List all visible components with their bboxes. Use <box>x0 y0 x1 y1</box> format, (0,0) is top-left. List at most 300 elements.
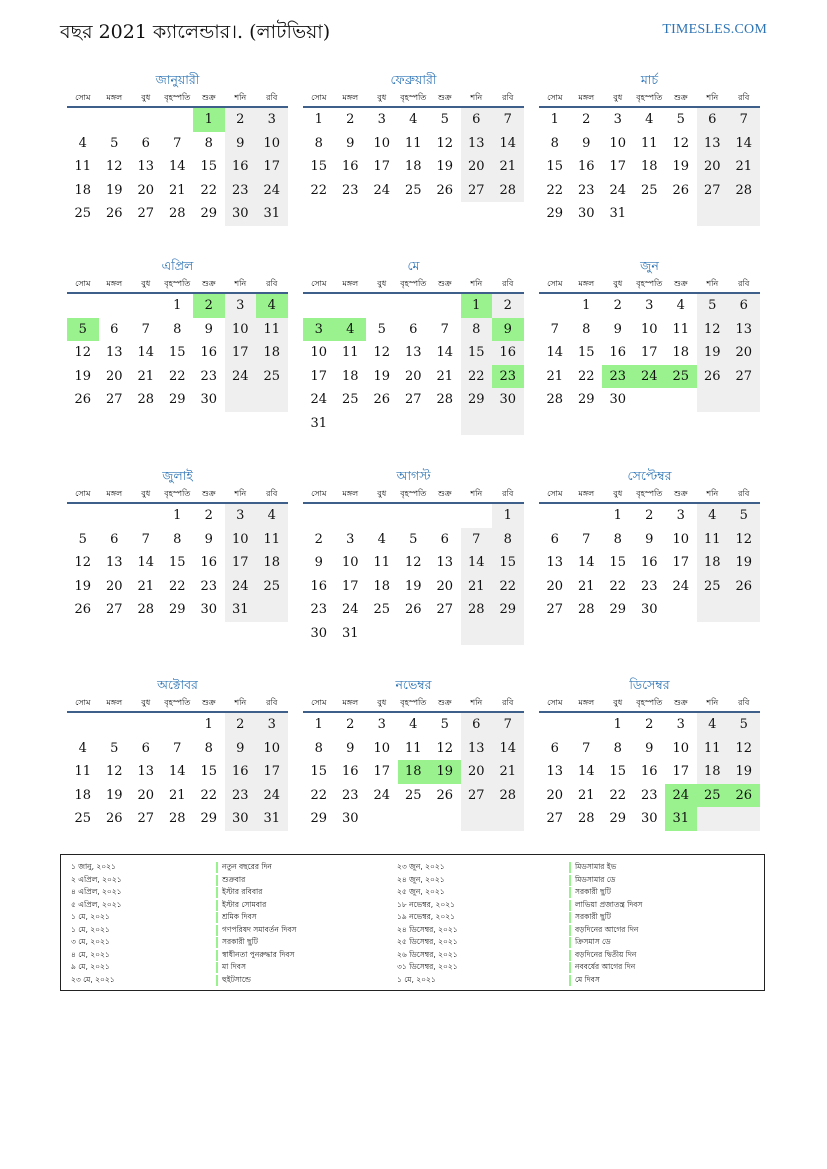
week-row <box>303 179 524 203</box>
legend-date: ১৮ নভেম্বর, ২০২১ <box>397 899 456 909</box>
day-cell: 29 <box>200 206 218 221</box>
day-cell: 17 <box>341 578 359 594</box>
day-cell: 2 <box>645 717 654 732</box>
week-row <box>539 341 760 365</box>
day-cell: 24 <box>665 784 697 808</box>
day-cell: 12 <box>74 345 92 360</box>
day-cell: 2 <box>225 108 257 132</box>
day-cell: 16 <box>200 345 218 360</box>
weekday-label: বৃহস্পতি <box>400 489 427 498</box>
site-link[interactable]: TIMESLES.COM <box>662 22 767 37</box>
day-cell: 8 <box>461 318 493 342</box>
legend-holiday-name: ইস্টার রবিবার <box>216 886 296 899</box>
month-name: ডিসেম্বর <box>629 677 670 692</box>
day-cell: 1 <box>173 298 182 313</box>
day-cell: 13 <box>546 764 564 779</box>
legend-name-column <box>216 861 296 986</box>
empty-cell <box>461 807 493 831</box>
empty-cell <box>303 294 335 318</box>
day-cell: 15 <box>461 341 493 365</box>
week-row <box>303 551 524 575</box>
weekday-label: বুধ <box>613 489 623 498</box>
weekday-label: বুধ <box>377 93 387 102</box>
weekday-label: সোম <box>75 698 91 707</box>
day-cell: 23 <box>225 784 257 808</box>
day-cell: 5 <box>728 713 760 737</box>
weekday-label: বুধ <box>141 698 151 707</box>
day-cell: 18 <box>398 760 430 784</box>
page-title: বছর 2021 ক্যালেন্ডার।. (লাটভিয়া) <box>60 21 331 43</box>
month-name: এপ্রিল <box>161 258 194 273</box>
day-cell: 12 <box>105 159 123 174</box>
weekday-label: শনি <box>234 93 247 102</box>
weekday-label: বৃহস্পতি <box>636 698 663 707</box>
legend-date: ৪ এপ্রিল, ২০২১ <box>71 887 122 896</box>
day-cell: 9 <box>582 135 591 151</box>
day-cell: 23 <box>225 179 257 203</box>
empty-cell <box>634 388 666 412</box>
empty-cell <box>492 412 524 436</box>
day-cell: 8 <box>173 531 182 547</box>
weekday-header <box>539 90 760 108</box>
month-calendar <box>539 256 760 412</box>
day-cell: 2 <box>492 294 524 318</box>
day-cell: 6 <box>550 740 559 756</box>
legend-holiday-name: শুক্রবার <box>216 874 296 887</box>
day-cell: 26 <box>436 787 454 803</box>
week-row <box>67 575 288 599</box>
day-cell: 1 <box>492 504 524 528</box>
day-cell: 23 <box>341 182 359 198</box>
day-cell: 5 <box>697 294 729 318</box>
day-cell: 11 <box>373 555 391 570</box>
week-row <box>539 551 760 575</box>
legend-date: ৩ মে, ২০২১ <box>71 937 110 946</box>
day-cell: 18 <box>697 551 729 575</box>
day-cell: 21 <box>436 368 454 384</box>
day-cell: 23 <box>200 578 218 594</box>
weekday-label: শনি <box>706 279 719 288</box>
empty-cell <box>571 504 603 528</box>
day-cell: 9 <box>613 321 622 337</box>
day-cell: 16 <box>609 345 627 360</box>
empty-cell <box>429 504 461 528</box>
day-cell: 8 <box>613 740 622 756</box>
day-cell: 25 <box>256 365 288 389</box>
weekday-label: মঙ্গল <box>106 93 123 102</box>
day-cell: 5 <box>440 717 449 732</box>
day-cell: 16 <box>225 760 257 784</box>
day-cell: 1 <box>314 112 323 127</box>
day-cell: 4 <box>256 294 288 318</box>
day-cell: 1 <box>582 298 591 313</box>
day-cell: 2 <box>645 508 654 523</box>
day-cell: 27 <box>546 602 564 617</box>
month-name: নভেম্বর <box>395 677 432 692</box>
day-cell: 23 <box>341 787 359 803</box>
weekday-label: শুক্র <box>673 93 688 102</box>
day-cell: 26 <box>436 182 454 198</box>
day-cell: 9 <box>346 135 355 151</box>
week-row <box>67 132 288 156</box>
legend-date: ২৪ ডিসেম্বর, ২০২১ <box>397 924 458 934</box>
empty-cell <box>303 504 335 528</box>
day-cell: 4 <box>697 713 729 737</box>
day-cell: 22 <box>310 182 328 198</box>
month-calendar <box>67 256 288 412</box>
day-cell: 25 <box>665 365 697 389</box>
empty-cell <box>67 713 99 737</box>
day-cell: 3 <box>377 717 386 732</box>
day-cell: 23 <box>640 578 658 594</box>
weekday-label: বুধ <box>377 489 387 498</box>
day-cell: 6 <box>728 294 760 318</box>
day-cell: 31 <box>665 807 697 831</box>
day-cell: 4 <box>409 717 418 732</box>
day-cell: 12 <box>728 737 760 761</box>
weekday-label: মঙ্গল <box>342 489 359 498</box>
day-cell: 7 <box>582 740 591 756</box>
empty-cell <box>130 108 162 132</box>
month-name: ফেব্রুয়ারী <box>390 72 437 87</box>
day-cell: 5 <box>110 740 119 756</box>
day-cell: 6 <box>409 321 418 337</box>
weekday-label: মঙ্গল <box>342 698 359 707</box>
day-cell: 28 <box>492 179 524 203</box>
day-cell: 25 <box>74 811 92 826</box>
day-cell: 12 <box>436 135 454 151</box>
day-cell: 30 <box>640 811 658 826</box>
day-cell: 30 <box>200 392 218 407</box>
weekday-label: শনি <box>234 279 247 288</box>
weekday-label: শনি <box>470 698 483 707</box>
day-cell: 27 <box>105 602 123 617</box>
month-name: জুলাই <box>162 468 193 483</box>
empty-cell <box>130 294 162 318</box>
month-calendar <box>539 675 760 831</box>
week-row <box>67 807 288 831</box>
weekday-header <box>539 695 760 713</box>
week-row <box>539 528 760 552</box>
week-row <box>539 737 760 761</box>
weekday-label: সোম <box>75 489 91 498</box>
day-cell: 18 <box>74 182 92 198</box>
day-cell: 11 <box>256 528 288 552</box>
weekday-label: বুধ <box>141 93 151 102</box>
empty-cell <box>728 807 760 831</box>
day-cell: 4 <box>335 318 367 342</box>
day-cell: 9 <box>314 555 323 570</box>
day-cell: 26 <box>74 392 92 407</box>
day-cell: 4 <box>78 740 87 756</box>
day-cell: 13 <box>697 132 729 156</box>
day-cell: 27 <box>697 179 729 203</box>
day-cell: 25 <box>404 182 422 198</box>
empty-cell <box>665 202 697 226</box>
day-cell: 7 <box>173 135 182 151</box>
legend-holiday-name: ক্রিসমাস ডে <box>569 936 642 949</box>
empty-cell <box>398 622 430 646</box>
empty-cell <box>429 622 461 646</box>
day-cell: 29 <box>168 602 186 617</box>
legend-holiday-name: মিডসামার ডে <box>569 874 642 887</box>
day-cell: 29 <box>492 598 524 622</box>
weekday-label: সোম <box>311 698 327 707</box>
day-cell: 20 <box>105 578 123 594</box>
legend-holiday-name: মা দিবস <box>216 961 296 974</box>
day-cell: 15 <box>609 555 627 570</box>
day-cell: 16 <box>577 159 595 174</box>
weekday-label: মঙ্গল <box>578 279 595 288</box>
day-cell: 11 <box>74 159 92 174</box>
month-calendar <box>67 70 288 226</box>
day-cell: 30 <box>225 807 257 831</box>
day-cell: 30 <box>640 602 658 617</box>
day-cell: 24 <box>373 182 391 198</box>
empty-cell <box>130 713 162 737</box>
empty-cell <box>162 713 194 737</box>
day-cell: 29 <box>461 388 493 412</box>
day-cell: 24 <box>310 392 328 407</box>
day-cell: 4 <box>256 504 288 528</box>
day-cell: 27 <box>461 179 493 203</box>
day-cell: 13 <box>404 345 422 360</box>
day-cell: 13 <box>105 345 123 360</box>
day-cell: 28 <box>492 784 524 808</box>
day-cell: 10 <box>672 740 690 756</box>
weekday-label: সোম <box>311 279 327 288</box>
day-cell: 11 <box>404 135 422 151</box>
day-cell: 16 <box>341 159 359 174</box>
weekday-label: মঙ্গল <box>106 279 123 288</box>
day-cell: 25 <box>697 784 729 808</box>
day-cell: 19 <box>105 182 123 198</box>
day-cell: 18 <box>341 368 359 384</box>
empty-cell <box>366 504 398 528</box>
day-cell: 28 <box>137 392 155 407</box>
day-cell: 20 <box>728 341 760 365</box>
empty-cell <box>398 504 430 528</box>
weekday-label: বৃহস্পতি <box>400 93 427 102</box>
day-cell: 13 <box>137 159 155 174</box>
day-cell: 14 <box>137 555 155 570</box>
day-cell: 9 <box>492 318 524 342</box>
day-cell: 3 <box>613 112 622 127</box>
day-cell: 19 <box>728 551 760 575</box>
weekday-label: শনি <box>470 489 483 498</box>
day-cell: 20 <box>436 578 454 594</box>
weekday-label: শুক্র <box>437 93 452 102</box>
legend-date: ৩১ ডিসেম্বর, ২০২১ <box>397 962 458 971</box>
day-cell: 21 <box>728 155 760 179</box>
day-cell: 25 <box>697 575 729 599</box>
month-name: মে <box>407 258 420 273</box>
day-cell: 14 <box>492 132 524 156</box>
week-row <box>539 132 760 156</box>
day-cell: 31 <box>256 807 288 831</box>
weekday-label: বৃহস্পতি <box>636 279 663 288</box>
day-cell: 30 <box>577 206 595 221</box>
day-cell: 10 <box>609 135 627 151</box>
weekday-label: শনি <box>706 93 719 102</box>
week-row <box>303 504 524 528</box>
legend-date: ১ মে, ২০২১ <box>71 912 110 921</box>
weekday-label: শনি <box>234 489 247 498</box>
empty-cell <box>492 807 524 831</box>
day-cell: 5 <box>377 321 386 337</box>
day-cell: 4 <box>377 531 386 547</box>
day-cell: 20 <box>546 578 564 594</box>
day-cell: 17 <box>672 764 690 779</box>
week-row <box>67 318 288 342</box>
day-cell: 18 <box>640 159 658 174</box>
day-cell: 31 <box>609 206 627 221</box>
day-cell: 8 <box>204 135 213 151</box>
day-cell: 26 <box>74 602 92 617</box>
day-cell: 26 <box>728 575 760 599</box>
day-cell: 5 <box>409 531 418 547</box>
day-cell: 11 <box>672 321 690 337</box>
day-cell: 7 <box>492 108 524 132</box>
day-cell: 7 <box>141 531 150 547</box>
day-cell: 29 <box>609 811 627 826</box>
day-cell: 7 <box>173 740 182 756</box>
day-cell: 6 <box>697 108 729 132</box>
week-row <box>303 365 524 389</box>
weekday-label: শুক্র <box>437 698 452 707</box>
day-cell: 13 <box>461 132 493 156</box>
week-row <box>303 575 524 599</box>
weekday-label: শুক্র <box>201 698 216 707</box>
day-cell: 10 <box>672 531 690 547</box>
legend-holiday-name: লাভিয়া প্রজাতন্ত্র দিবস <box>569 899 642 912</box>
legend-holiday-name: স্বাধীনতা পুনরুদ্ধার দিবস <box>216 949 296 962</box>
day-cell: 6 <box>110 321 119 337</box>
week-row <box>303 784 524 808</box>
month-name: জুন <box>640 258 659 273</box>
day-cell: 1 <box>613 508 622 523</box>
weekday-label: শুক্র <box>437 279 452 288</box>
day-cell: 11 <box>640 135 658 151</box>
legend-holiday-name: বড়দিনের আগের দিন <box>569 924 642 937</box>
legend-date: ১ মে, ২০২১ <box>397 974 436 984</box>
day-cell: 28 <box>168 206 186 221</box>
day-cell: 31 <box>256 202 288 226</box>
weekday-label: মঙ্গল <box>342 279 359 288</box>
day-cell: 9 <box>645 531 654 547</box>
day-cell: 17 <box>310 368 328 384</box>
weekday-label: সোম <box>547 698 563 707</box>
weekday-label: মঙ্গল <box>342 93 359 102</box>
empty-cell <box>99 108 131 132</box>
day-cell: 21 <box>492 760 524 784</box>
day-cell: 22 <box>492 575 524 599</box>
day-cell: 22 <box>461 365 493 389</box>
day-cell: 31 <box>310 415 328 431</box>
day-cell: 18 <box>256 341 288 365</box>
legend-date: ২৩ জুন, ২০২১ <box>397 862 445 871</box>
day-cell: 22 <box>168 578 186 594</box>
day-cell: 26 <box>105 206 123 221</box>
day-cell: 13 <box>461 737 493 761</box>
week-row <box>67 179 288 203</box>
day-cell: 28 <box>577 811 595 826</box>
day-cell: 20 <box>697 155 729 179</box>
weekday-label: বৃহস্পতি <box>164 489 191 498</box>
weekday-label: রবি <box>502 698 514 707</box>
empty-cell <box>99 504 131 528</box>
weekday-label: বুধ <box>141 279 151 288</box>
empty-cell <box>539 294 571 318</box>
legend-date: ১ মে, ২০২১ <box>71 924 110 934</box>
day-cell: 4 <box>676 298 685 313</box>
day-cell: 3 <box>303 318 335 342</box>
day-cell: 24 <box>341 602 359 617</box>
empty-cell <box>728 388 760 412</box>
weekday-label: শনি <box>470 279 483 288</box>
day-cell: 19 <box>672 159 690 174</box>
legend-date: ২৫ ডিসেম্বর, ২০২১ <box>397 937 458 946</box>
day-cell: 24 <box>225 365 257 389</box>
day-cell: 25 <box>404 787 422 803</box>
day-cell: 19 <box>436 159 454 174</box>
weekday-header <box>67 90 288 108</box>
legend-holiday-name: নববর্ষের আগের দিন <box>569 961 642 974</box>
empty-cell <box>697 388 729 412</box>
day-cell: 23 <box>492 365 524 389</box>
day-cell: 28 <box>461 598 493 622</box>
week-row <box>539 179 760 203</box>
weekday-label: বুধ <box>377 279 387 288</box>
week-row <box>303 713 524 737</box>
week-row <box>67 713 288 737</box>
day-cell: 31 <box>225 598 257 622</box>
week-row <box>303 737 524 761</box>
day-cell: 12 <box>436 740 454 756</box>
day-cell: 18 <box>672 345 690 360</box>
day-cell: 20 <box>461 760 493 784</box>
day-cell: 17 <box>672 555 690 570</box>
day-cell: 29 <box>577 392 595 407</box>
legend-date: ২৪ জুন, ২০২১ <box>397 874 445 884</box>
day-cell: 9 <box>225 132 257 156</box>
day-cell: 30 <box>341 811 359 826</box>
day-cell: 26 <box>728 784 760 808</box>
weekday-label: শুক্র <box>673 279 688 288</box>
day-cell: 6 <box>461 713 493 737</box>
weekday-label: সোম <box>75 93 91 102</box>
weekday-label: শুক্র <box>201 93 216 102</box>
day-cell: 21 <box>546 368 564 384</box>
empty-cell <box>67 504 99 528</box>
day-cell: 5 <box>78 531 87 547</box>
day-cell: 7 <box>461 528 493 552</box>
month-calendar <box>303 675 524 831</box>
day-cell: 14 <box>168 159 186 174</box>
day-cell: 29 <box>546 206 564 221</box>
legend-holiday-name: গণপরিষদ সমাবর্তন দিবস <box>216 924 296 937</box>
week-row <box>539 155 760 179</box>
weekday-label: মঙ্গল <box>578 489 595 498</box>
empty-cell <box>697 202 729 226</box>
day-cell: 10 <box>373 135 391 151</box>
day-cell: 19 <box>74 368 92 384</box>
day-cell: 29 <box>310 811 328 826</box>
empty-cell <box>429 294 461 318</box>
day-cell: 3 <box>256 713 288 737</box>
legend-holiday-name: সরকারী ছুটি <box>569 886 642 899</box>
weekday-label: শুক্র <box>437 489 452 498</box>
